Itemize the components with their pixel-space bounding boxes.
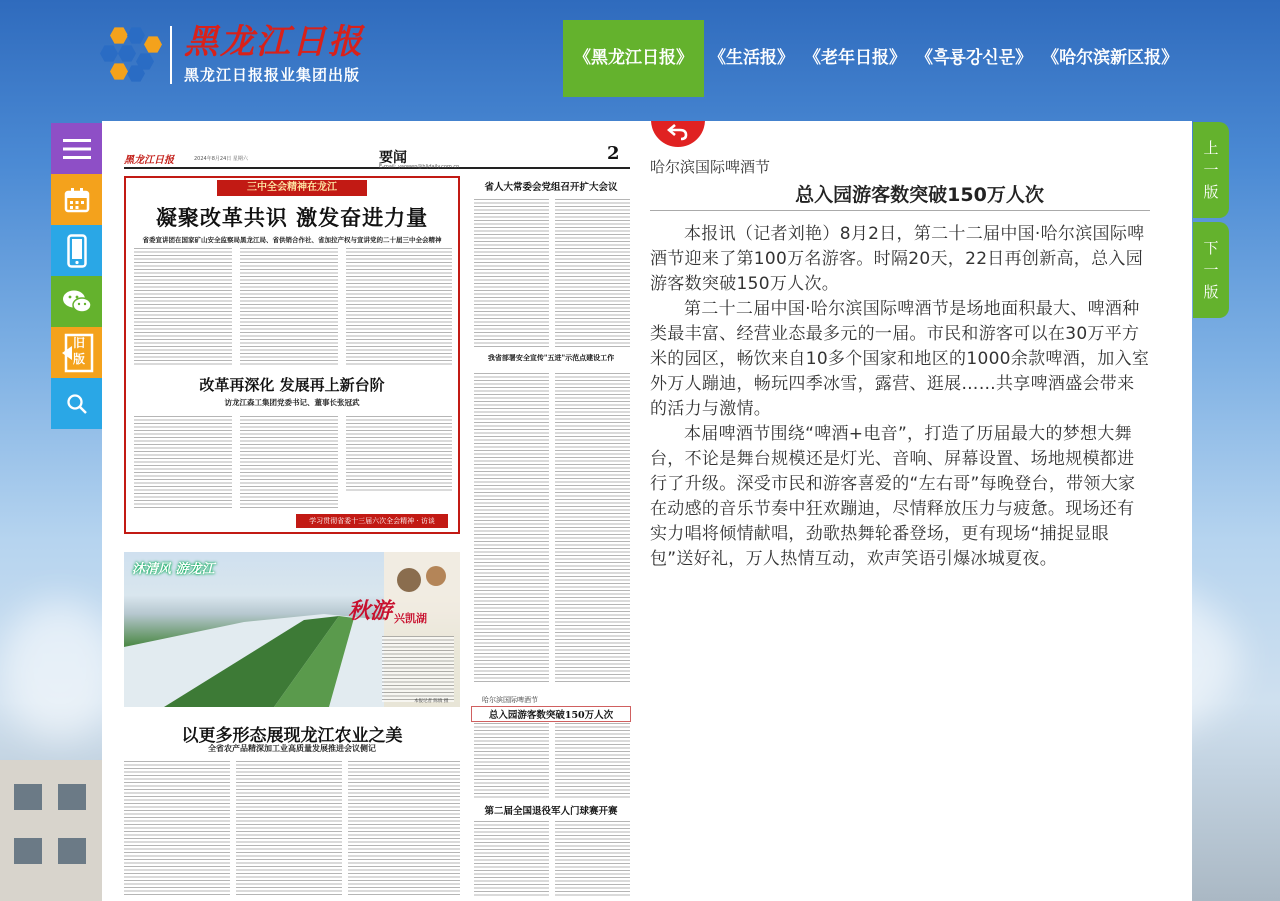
search-icon — [66, 393, 88, 415]
page-section: 要闻 — [379, 150, 407, 166]
article-body — [650, 222, 1150, 572]
calendar-icon — [64, 187, 90, 213]
article-text-block — [346, 248, 452, 366]
photo-autumn-title: 秋游 — [348, 598, 393, 624]
article-text-block — [346, 416, 452, 492]
photo-caption-text — [382, 636, 454, 702]
article-text-block — [555, 373, 630, 683]
photo-lake-title: 兴凯湖 — [394, 612, 427, 625]
background-building — [0, 760, 102, 901]
article-text-block — [124, 761, 230, 895]
site-logo[interactable] — [100, 24, 364, 85]
article-kicker: 哈尔滨国际啤酒节 — [650, 158, 771, 176]
article-subhead: 省委宣讲团在国家矿山安全监察局黑龙江局、省供销合作社、省加拉产权与宣讲党的二十届三中全会精神 — [142, 236, 442, 244]
next-page-label: 下一版 — [1203, 239, 1219, 301]
old-edition-button[interactable] — [51, 327, 102, 378]
logo-hex-icon — [100, 25, 162, 85]
article-text-block — [555, 199, 630, 349]
article-paragraph: 第二十二届中国·哈尔滨国际啤酒节是场地面积最大、啤酒种类最丰富、经营业态最多元的一届。市民和游客可以在30万平方米的园区，畅饮来自10多个国家和地区的1000余款啤酒，加入室外万人蹦迪，畅玩四季冰雪，露营、逛展……共享啤酒盛会带来的活力与激情。 — [650, 299, 1150, 419]
newspaper-page[interactable] — [102, 121, 647, 901]
article-reader — [647, 121, 1192, 901]
logo-title: 黑龙江日报 — [184, 22, 364, 62]
prev-page-button[interactable] — [1193, 122, 1229, 218]
search-button[interactable] — [51, 378, 102, 429]
feature-photo[interactable] — [124, 552, 460, 707]
logo-subtitle: 黑龙江日报报业集团出版 — [184, 66, 361, 84]
feature-box[interactable] — [124, 176, 460, 534]
article-headline-2: 改革再深化 发展再上新台阶 — [199, 376, 385, 394]
article-text-block — [474, 821, 549, 897]
article-text-block — [474, 373, 549, 683]
article-text-block — [134, 248, 232, 366]
article-headline-right-4[interactable]: 第二届全国退役军人门球赛开赛 — [484, 806, 618, 817]
wechat-button[interactable] — [51, 276, 102, 327]
feature-footer: 学习贯彻省委十三届六次全会精神 · 访谈 — [296, 514, 448, 528]
prev-page-label: 上一版 — [1203, 139, 1219, 201]
article-paragraph: 本报讯（记者刘艳）8月2日，第二十二届中国·哈尔滨国际啤酒节迎来了第100万名游客。时隔20天，22日再创新高，总入园游客数突破150万人次。 — [650, 224, 1145, 294]
left-toolbar — [51, 123, 102, 429]
page-date: 2024年8月24日 星期六 — [194, 156, 248, 162]
page-email: E-mail: yaowen@hljdaily.com.cn — [379, 164, 460, 170]
back-arrow-icon — [667, 123, 689, 141]
logo-divider — [170, 26, 172, 84]
menu-icon — [63, 138, 91, 160]
feature-banner: 三中全会精神在龙江 — [217, 180, 367, 196]
article-text-block — [555, 723, 630, 799]
nav-life-news[interactable]: 《生活报》 — [709, 48, 794, 68]
article-title: 总入园游客数突破150万人次 — [795, 184, 1044, 206]
old-edition-label: 旧版 — [73, 336, 86, 366]
article-headline-right-3[interactable]: 总入园游客数突破150万人次 — [472, 707, 630, 721]
article-text-block — [474, 199, 549, 349]
article-paragraph: 本届啤酒节围绕“啤酒+电音”，打造了历届最大的梦想大舞台，不论是舞台规模还是灯光、音响、屏幕设置、场地规模都进行了升级。深受市民和游客喜爱的“左右哥”每晚登台，带领大家在动感的音乐节奏中狂欢蹦迪，尽情释放压力与疲惫。现场还有实力唱将倾情献唱，劲歌热舞轮番登场，更有现场“捕捉显眼包”送好礼，万人热情互动，欢声笑语引爆冰城夏夜。 — [650, 424, 1136, 569]
nav-heilongjiang-daily[interactable]: 《黑龙江日报》 — [563, 20, 704, 97]
article-headline: 凝聚改革共识 激发奋进力量 — [155, 205, 429, 230]
article-subhead-3: 全省农产品精深加工业高质量发展推进会议侧记 — [208, 744, 376, 753]
article-headline-3[interactable]: 以更多形态展现龙江农业之美 — [181, 726, 403, 746]
article-kicker-right-3: 哈尔滨国际啤酒节 — [482, 696, 538, 704]
page-masthead: 黑龙江日报 — [124, 155, 174, 166]
article-subhead-2: 访龙江森工集团党委书记、董事长张冠武 — [224, 398, 360, 407]
back-button[interactable] — [651, 121, 705, 147]
photo-credit: 本报记者 陈镇 摄 — [414, 699, 449, 704]
calendar-button[interactable] — [51, 174, 102, 225]
wechat-icon — [62, 289, 92, 315]
nav-senior-daily[interactable]: 《老年日报》 — [804, 48, 906, 68]
title-divider — [650, 210, 1150, 211]
photo-title: 沐清风 游龙江 — [132, 562, 215, 577]
article-text-block — [236, 761, 342, 895]
page-number: 2 — [607, 143, 620, 164]
article-headline-right-1[interactable]: 省人大常委会党组召开扩大会议 — [484, 182, 618, 193]
mobile-icon — [67, 234, 87, 268]
article-text-block — [240, 248, 338, 366]
newspaper-nav — [563, 20, 1183, 97]
article-headline-right-2[interactable]: 我省部署安全宣传"五进"示范点建设工作 — [487, 353, 615, 362]
article-text-block — [134, 416, 232, 510]
nav-harbin-newarea[interactable]: 《哈尔滨新区报》 — [1042, 48, 1179, 68]
article-text-block — [555, 821, 630, 897]
mobile-button[interactable] — [51, 225, 102, 276]
next-page-button[interactable] — [1193, 222, 1229, 318]
article-text-block — [348, 761, 460, 895]
article-text-block — [240, 416, 338, 510]
article-text-block — [474, 723, 549, 799]
menu-button[interactable] — [51, 123, 102, 174]
page-header — [124, 143, 630, 170]
nav-korean-news[interactable]: 《흑룡강신문》 — [916, 48, 1033, 68]
